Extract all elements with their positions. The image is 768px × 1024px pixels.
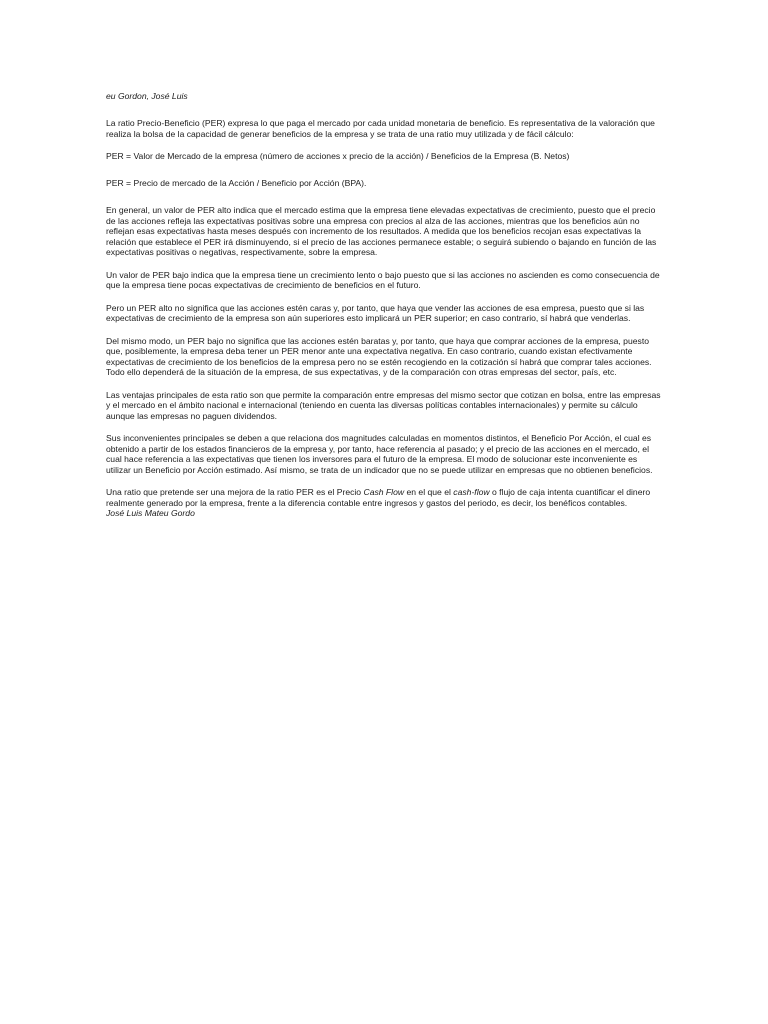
paragraph-disadvantages: Sus inconvenientes principales se deben a que relaciona dos magnitudes calculadas en momentos distintos, el Beneficio Por Acción, el cual es obtenido a partir de los estados financieros de la empresa y, por tanto, hace referencia al pasado; y el precio de las acciones en el mercado, el cual hace referencia a las expectativas que tienen los inversores para el futuro de la empresa. El modo de solucionar este inconveniente es utilizar un Beneficio por Acción estimado. Así mismo, se trata de un indicador que no se puede utilizar en empresas que no obtienen beneficios. bbox=[106, 433, 653, 475]
paragraph-advantages: Las ventajas principales de esta ratio son que permite la comparación entre empresas del mismo sector que cotizan en bolsa, entre las empresas y el mercado en el ámbito nacional e internacional (teniendo en cuenta las diversas políticas contables internacionales) y permite su cálculo aunque las empresas no paguen dividendos. bbox=[106, 389, 661, 421]
paragraph-intro: La ratio Precio-Beneficio (PER) expresa lo que paga el mercado por cada unidad monetaria de beneficio. Es representativa de la valoración que realiza la bolsa de la capacidad de generar beneficios de la empresa y se trata de una ratio muy utilizada y de fácil cálculo: bbox=[106, 118, 655, 139]
cash-flow-text-1: Una ratio que pretende ser una mejora de la ratio PER es el Precio bbox=[106, 487, 364, 497]
formula-price-per-share: PER = Precio de mercado de la Acción / Beneficio por Acción (BPA). bbox=[106, 178, 367, 188]
paragraph-high-per-not-expensive: Pero un PER alto no significa que las acciones estén caras y, por tanto, que haya que vender las acciones de esa empresa, puesto que si las expectativas de crecimiento de la empresa son aún superiores esto implicará un PER superior; en caso contrario, sí habrá que venderlas. bbox=[106, 302, 645, 323]
author-byline: eu Gordon, José Luis bbox=[106, 91, 188, 101]
paragraph-cash-flow bbox=[106, 487, 662, 508]
paragraph-high-per: En general, un valor de PER alto indica que el mercado estima que la empresa tiene elevadas expectativas de crecimiento, puesto que el precio de las acciones refleja las expectativas positivas sobre una empresa con precios al alza de las acciones, mientras que los beneficios aún no reflejan esas expectativas hasta meses después con incremento de los resultados. A medida que los beneficios recojan esas expectativas la relación que establece el PER irá disminuyendo, si el precio de las acciones permanece estable; o seguirá subiendo o bajando en función de las expectativas positivas o negativas, respectivamente, sobre la empresa. bbox=[106, 205, 657, 257]
formula-market-value: PER = Valor de Mercado de la empresa (número de acciones x precio de la acción) / Beneficios de la Empresa (B. Netos) bbox=[106, 151, 570, 161]
cash-flow-lower-term: cash-flow bbox=[453, 487, 490, 497]
cash-flow-term: Cash Flow bbox=[363, 487, 405, 497]
document-body bbox=[106, 91, 662, 519]
paragraph-low-per-not-cheap: Del mismo modo, un PER bajo no significa que las acciones estén baratas y, por tanto, que haya que comprar acciones de la empresa, puesto que, posiblemente, la empresa deba tener un PER menor ante una expectativa negativa. En caso contrario, cuando existan efectivamente expectativas de crecimiento de los beneficios de la empresa pero no se estén recogiendo en la cotización sí habrá que comprar tales acciones. Todo ello dependerá de la situación de la empresa, de sus expectativas, y de la comparación con otras empresas del sector, país, etc. bbox=[106, 335, 652, 377]
paragraph-low-per: Un valor de PER bajo indica que la empresa tiene un crecimiento lento o bajo puesto que si las acciones no ascienden es como consecuencia de que la empresa tiene pocas expectativas de crecimiento de beneficios en el futuro. bbox=[106, 269, 660, 290]
cash-flow-text-2: en el que el bbox=[404, 487, 454, 497]
cash-flow-text-3: o flujo de caja intenta cuantificar el dinero realmente generado por la empresa, frente a la diferencia contable entre ingresos y gastos del periodo, es decir, los benéficos contables. bbox=[106, 487, 651, 508]
author-signature: José Luis Mateu Gordo bbox=[106, 508, 195, 518]
